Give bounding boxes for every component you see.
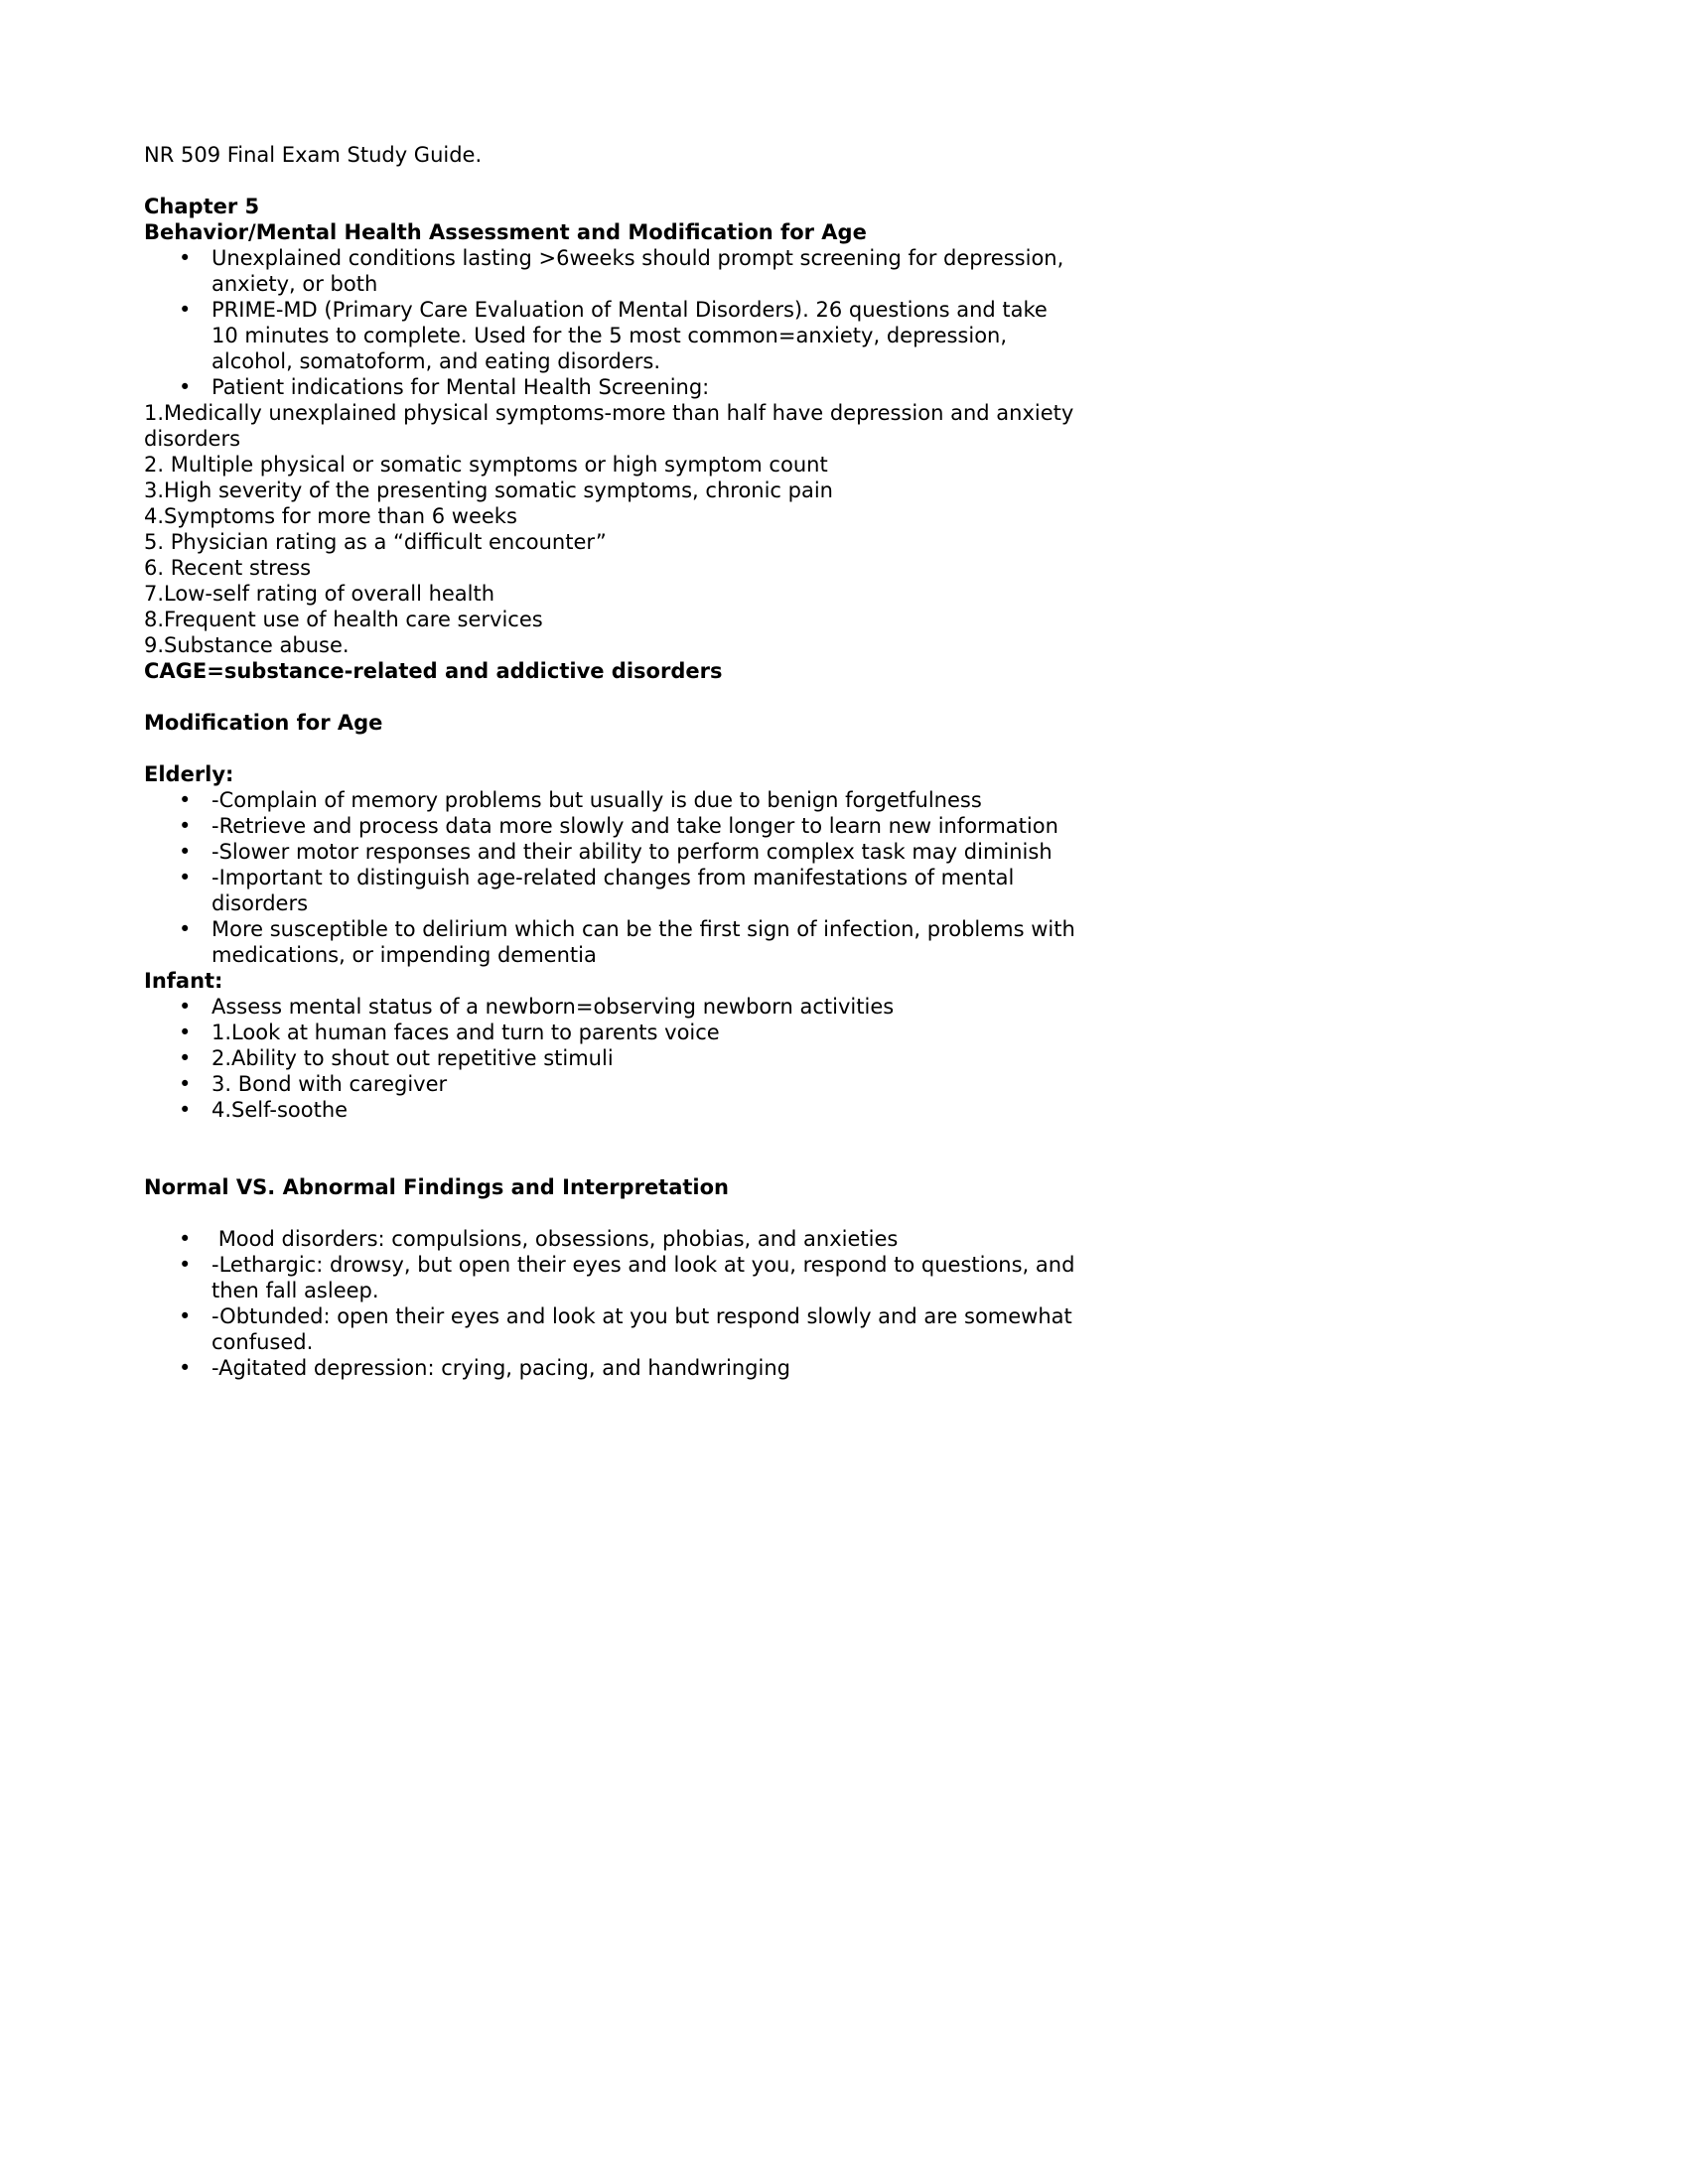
bullet-marker-icon: • xyxy=(179,246,192,270)
bullet-marker-icon: • xyxy=(179,840,192,864)
paragraph: 6. Recent stress xyxy=(144,556,312,580)
section-heading: Elderly: xyxy=(144,762,234,786)
bullet-marker-icon: • xyxy=(179,1046,192,1070)
blank-line xyxy=(144,736,1077,761)
bullet-text: 2.Ability to shout out repetitive stimuli xyxy=(211,1046,614,1070)
blank-line xyxy=(144,168,1077,194)
bullet-text: -Lethargic: drowsy, but open their eyes and look at you, respond to questions, and then fall asleep. xyxy=(211,1253,1082,1302)
paragraph: 1.Medically unexplained physical symptoms-more than half have depression and anxiety disorders xyxy=(144,401,1080,451)
document-title: NR 509 Final Exam Study Guide. xyxy=(144,143,483,167)
bullet-item xyxy=(144,1355,1077,1381)
bullet-marker-icon: • xyxy=(179,788,192,812)
blank-line xyxy=(144,1123,1077,1149)
paragraph: 2. Multiple physical or somatic symptoms or high symptom count xyxy=(144,453,828,477)
bullet-item xyxy=(144,916,1082,968)
bullet-text: -Retrieve and process data more slowly and take longer to learn new information xyxy=(211,814,1058,838)
paragraph: 9.Substance abuse. xyxy=(144,633,350,657)
blank-line xyxy=(144,1200,1077,1226)
bullet-text: -Complain of memory problems but usually is due to benign forgetfulness xyxy=(211,788,982,812)
bullet-marker-icon: • xyxy=(179,866,192,889)
section-heading: Chapter 5 xyxy=(144,195,260,218)
bullet-item xyxy=(144,374,1077,400)
bullet-text: Assess mental status of a newborn=observing newborn activities xyxy=(211,995,895,1019)
bullet-marker-icon: • xyxy=(179,917,192,941)
bullet-text: Mood disorders: compulsions, obsessions, phobias, and anxieties xyxy=(211,1227,899,1251)
paragraph: 5. Physician rating as a “difficult encounter” xyxy=(144,530,607,554)
bullet-marker-icon: • xyxy=(179,1072,192,1096)
bullet-marker-icon: • xyxy=(179,298,192,322)
bullet-item xyxy=(144,1226,1077,1252)
bullet-item xyxy=(144,865,1077,916)
bullet-text: 3. Bond with caregiver xyxy=(211,1072,448,1096)
bullet-marker-icon: • xyxy=(179,1227,192,1251)
bullet-item xyxy=(144,1097,1077,1123)
section-heading: CAGE=substance-related and addictive disorders xyxy=(144,659,723,683)
bullet-text: 4.Self-soothe xyxy=(211,1098,349,1122)
blank-line xyxy=(144,684,1077,710)
bullet-text: -Obtunded: open their eyes and look at you but respond slowly and are somewhat confused. xyxy=(211,1304,1079,1354)
bullet-marker-icon: • xyxy=(179,375,192,399)
bullet-text: -Agitated depression: crying, pacing, and handwringing xyxy=(211,1356,790,1380)
bullet-text: Patient indications for Mental Health Screening: xyxy=(211,375,710,399)
bullet-text: 1.Look at human faces and turn to parents voice xyxy=(211,1021,720,1044)
bullet-marker-icon: • xyxy=(179,1253,192,1277)
bullet-marker-icon: • xyxy=(179,1304,192,1328)
bullet-text: -Slower motor responses and their ability to perform complex task may diminish xyxy=(211,840,1053,864)
bullet-text: Unexplained conditions lasting >6weeks should prompt screening for depression, anxiety, or both xyxy=(211,246,1070,296)
section-heading: Modification for Age xyxy=(144,711,383,735)
section-heading: Behavior/Mental Health Assessment and Modification for Age xyxy=(144,220,867,244)
bullet-item xyxy=(144,1071,1077,1097)
bullet-item xyxy=(144,787,1077,813)
bullet-item xyxy=(144,297,1077,374)
section-heading: Infant: xyxy=(144,969,223,993)
bullet-marker-icon: • xyxy=(179,995,192,1019)
bullet-marker-icon: • xyxy=(179,1021,192,1044)
bullet-item xyxy=(144,1020,1077,1045)
section-heading: Normal VS. Abnormal Findings and Interpretation xyxy=(144,1175,730,1199)
paragraph: 3.High severity of the presenting somatic symptoms, chronic pain xyxy=(144,478,833,502)
paragraph: 7.Low-self rating of overall health xyxy=(144,582,495,606)
bullet-text: PRIME-MD (Primary Care Evaluation of Mental Disorders). 26 questions and take 10 minutes to complete. Used for the 5 most common=anxiety, depression, alcohol, somatoform, and eating disorders. xyxy=(211,298,1055,373)
bullet-text: More susceptible to delirium which can be the first sign of infection, problems with medications, or impending dementia xyxy=(211,917,1082,967)
bullet-marker-icon: • xyxy=(179,1356,192,1380)
paragraph: 8.Frequent use of health care services xyxy=(144,608,543,631)
bullet-item xyxy=(144,1303,1077,1355)
bullet-item xyxy=(144,813,1077,839)
bullet-marker-icon: • xyxy=(179,814,192,838)
bullet-item xyxy=(144,245,1077,297)
bullet-item xyxy=(144,1252,1082,1303)
paragraph: 4.Symptoms for more than 6 weeks xyxy=(144,504,517,528)
bullet-item xyxy=(144,839,1077,865)
bullet-item xyxy=(144,994,1077,1020)
document-content xyxy=(144,142,1082,1381)
bullet-item xyxy=(144,1045,1077,1071)
blank-line xyxy=(144,1149,1077,1174)
bullet-text: -Important to distinguish age-related changes from manifestations of mental disorders xyxy=(211,866,1021,915)
document-blocks xyxy=(144,168,1082,1381)
bullet-marker-icon: • xyxy=(179,1098,192,1122)
